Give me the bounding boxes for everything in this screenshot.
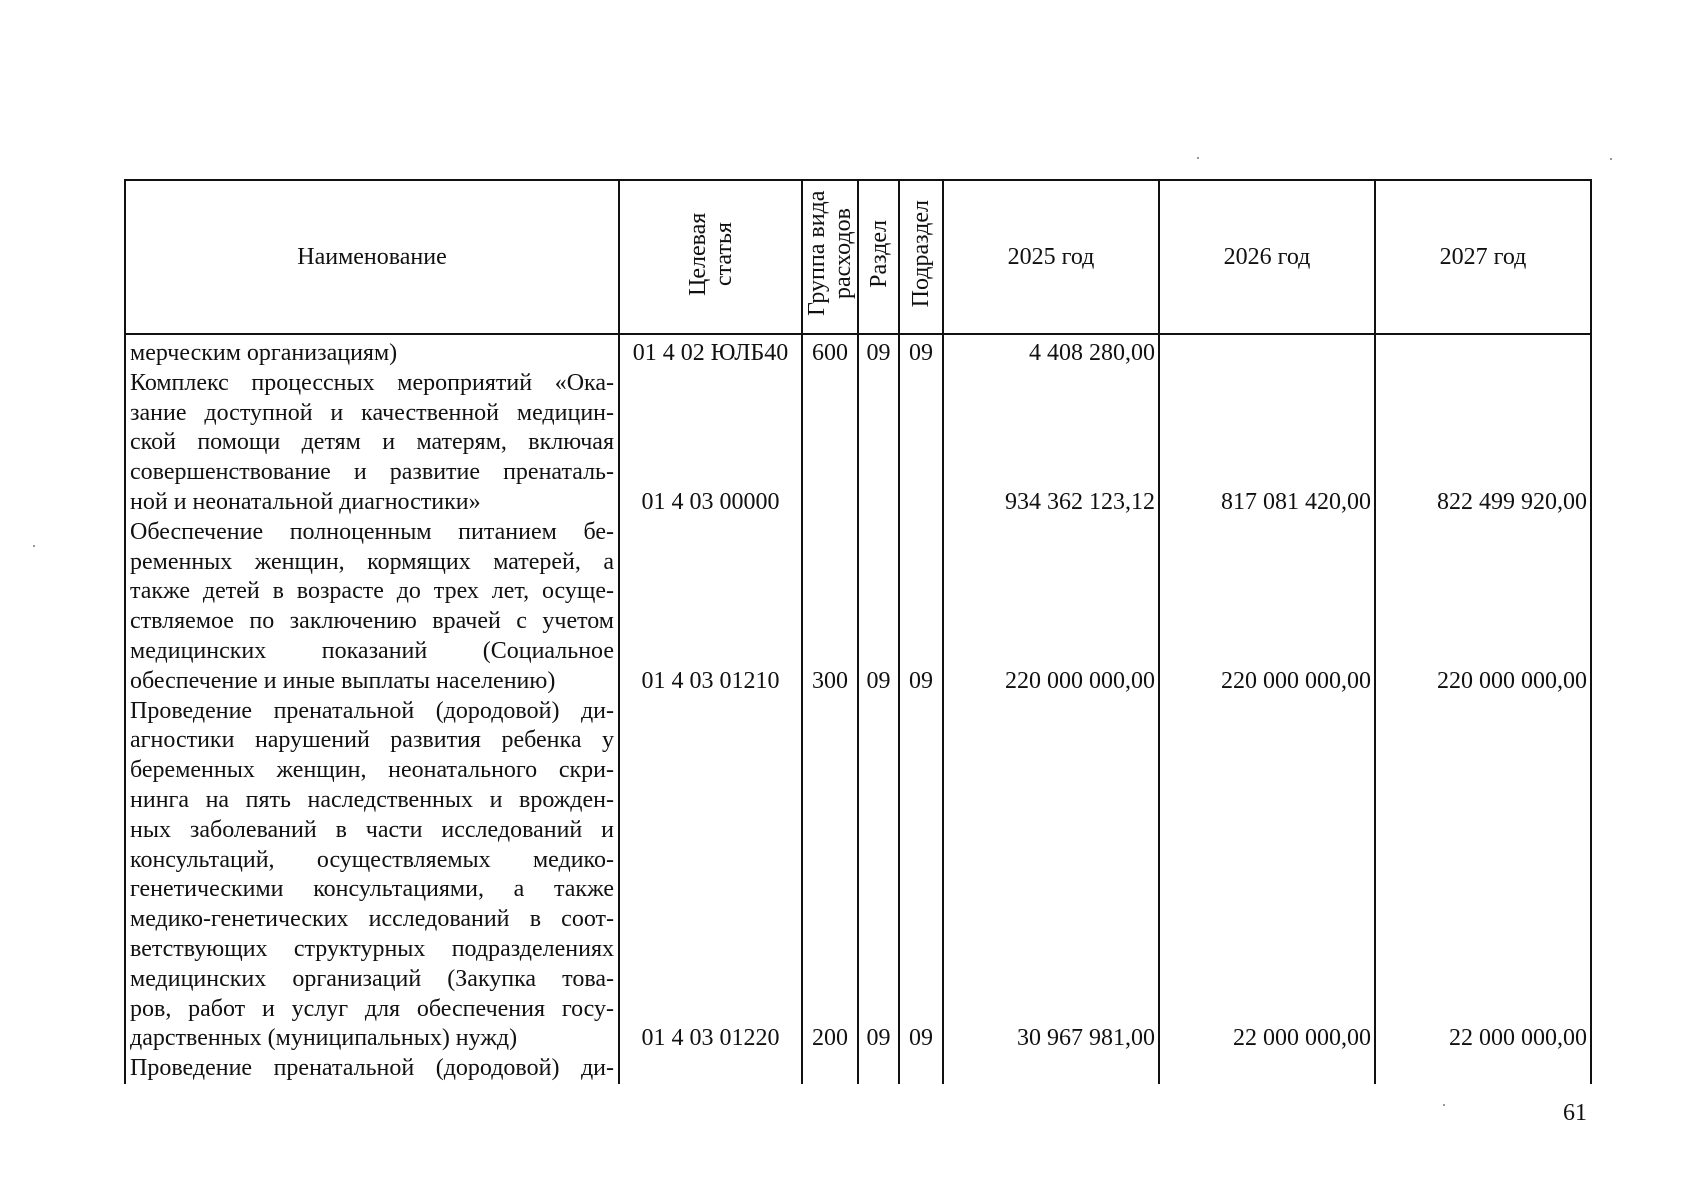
row-subsection: 09 xyxy=(899,334,943,369)
row-2027: 220 000 000,00 xyxy=(1375,518,1591,697)
row-group: 600 xyxy=(802,334,858,369)
scan-speck xyxy=(1197,157,1199,159)
row-section: 09 xyxy=(858,334,899,369)
table-row xyxy=(125,1054,1591,1084)
row-target: 01 4 03 00000 xyxy=(619,369,802,518)
table-row xyxy=(125,369,1591,518)
row-2025: 220 000 000,00 xyxy=(943,518,1159,697)
scan-speck xyxy=(33,545,35,547)
row-2025: 4 408 280,00 xyxy=(943,334,1159,369)
row-2026: 220 000 000,00 xyxy=(1159,518,1375,697)
table-row xyxy=(125,518,1591,697)
row-group xyxy=(802,369,858,518)
row-name: Обеспечение полноценным питанием бе- ременных женщин, кормящих матерей, а также детей в возрасте до трех лет, осуще- ствляемое по заключению врачей с учетом медицинских показаний (Социальное обеспечение и иные выплаты населению) xyxy=(125,518,619,697)
header-target: Целевая статья xyxy=(619,180,802,334)
row-2027: 22 000 000,00 xyxy=(1375,697,1591,1055)
row-target xyxy=(619,1054,802,1084)
header-2025: 2025 год xyxy=(943,180,1159,334)
row-2025 xyxy=(943,1054,1159,1084)
row-target: 01 4 03 01210 xyxy=(619,518,802,697)
row-target: 01 4 02 ЮЛБ40 xyxy=(619,334,802,369)
row-section: 09 xyxy=(858,518,899,697)
row-section xyxy=(858,1054,899,1084)
row-target: 01 4 03 01220 xyxy=(619,697,802,1055)
row-name: Проведение пренатальной (дородовой) ди- агностики нарушений развития ребенка у беременных женщин, неонатального скри- нинга на пять наследственных и врожден- ных заболеваний в части исследований и консультаций, осуществляемых медико- генетическими консультациями, а также медико-генетических исследований в соот- ветствующих структурных подразделениях медицинских организаций (Закупка това- ров, работ и услуг для обеспечения госу- дарственных (муниципальных) нужд) xyxy=(125,697,619,1055)
row-name: Проведение пренатальной (дородовой) ди- xyxy=(125,1054,619,1084)
table-row xyxy=(125,334,1591,369)
page-number: 61 xyxy=(1563,1100,1587,1126)
row-subsection xyxy=(899,1054,943,1084)
row-subsection xyxy=(899,369,943,518)
table-row xyxy=(125,697,1591,1055)
row-2025: 30 967 981,00 xyxy=(943,697,1159,1055)
row-group: 300 xyxy=(802,518,858,697)
row-2027 xyxy=(1375,1054,1591,1084)
row-2026: 817 081 420,00 xyxy=(1159,369,1375,518)
row-name: мерческим организациям) xyxy=(125,334,619,369)
scan-speck xyxy=(1610,158,1612,160)
row-name: Комплекс процессных мероприятий «Ока- зание доступной и качественной медицин- ской помощи детям и матерям, включая совершенствование и развитие пренаталь- ной и неонатальной диагностики» xyxy=(125,369,619,518)
row-group: 200 xyxy=(802,697,858,1055)
row-2026 xyxy=(1159,334,1375,369)
header-2026: 2026 год xyxy=(1159,180,1375,334)
row-subsection: 09 xyxy=(899,697,943,1055)
scan-speck xyxy=(1443,1104,1445,1106)
header-subsection: Подраздел xyxy=(899,180,943,334)
row-2027: 822 499 920,00 xyxy=(1375,369,1591,518)
header-2027: 2027 год xyxy=(1375,180,1591,334)
row-section xyxy=(858,369,899,518)
header-name: Наименование xyxy=(125,180,619,334)
row-2026: 22 000 000,00 xyxy=(1159,697,1375,1055)
table-header-row xyxy=(125,180,1591,334)
row-2025: 934 362 123,12 xyxy=(943,369,1159,518)
row-subsection: 09 xyxy=(899,518,943,697)
row-section: 09 xyxy=(858,697,899,1055)
row-2026 xyxy=(1159,1054,1375,1084)
header-expense-group: Группа вида расходов xyxy=(802,180,858,334)
header-section: Раздел xyxy=(858,180,899,334)
budget-table xyxy=(124,179,1592,1084)
row-group xyxy=(802,1054,858,1084)
row-2027 xyxy=(1375,334,1591,369)
